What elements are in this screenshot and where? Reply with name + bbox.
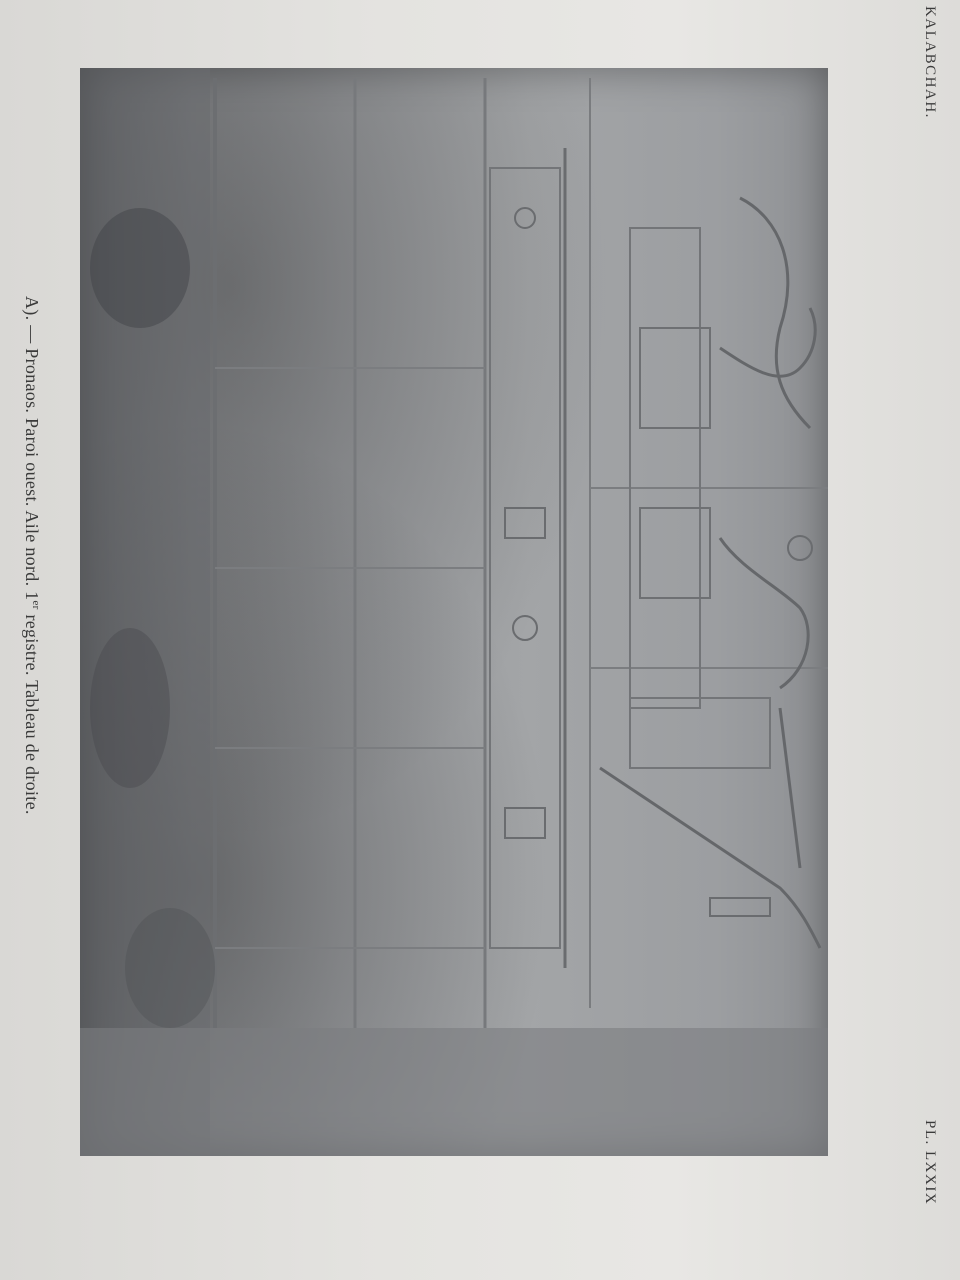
seated-deity-figure xyxy=(740,198,810,428)
caption-end: registre. Tableau de droite. xyxy=(22,609,42,815)
weathering-stain xyxy=(90,628,170,788)
caption-superscript: er xyxy=(30,600,42,610)
staff xyxy=(780,708,800,868)
standing-king-figure xyxy=(600,768,820,948)
caption-main: A). — Pronaos. Paroi ouest. Aile nord. 1 xyxy=(22,296,42,601)
inscription-column xyxy=(490,168,560,948)
running-head: KALABCHAH. xyxy=(922,6,938,119)
standing-figure xyxy=(720,538,808,688)
seated-deity-figure xyxy=(720,308,815,376)
relief-photograph xyxy=(80,68,828,1156)
inscription-column xyxy=(630,228,700,708)
plate-caption xyxy=(21,296,42,815)
hieroglyph-marks xyxy=(505,208,812,916)
weathering-stain xyxy=(125,908,215,1028)
relief-drawing xyxy=(80,68,828,1156)
floor-ledge xyxy=(80,1028,828,1156)
plate-number: PL. LXXIX xyxy=(922,1120,938,1206)
weathering-stain xyxy=(90,208,190,328)
